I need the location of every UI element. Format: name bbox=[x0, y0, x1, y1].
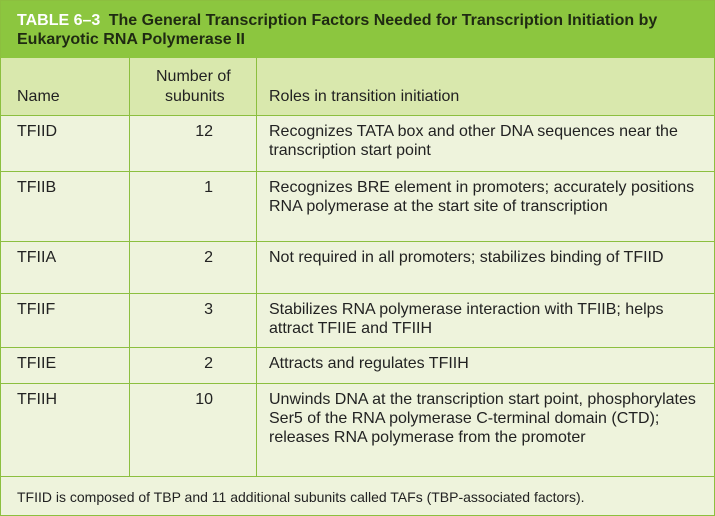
table-row-tfiib bbox=[1, 172, 714, 242]
header-subunits-line2: subunits bbox=[165, 88, 225, 105]
table-header-row bbox=[1, 58, 714, 116]
row-subunits: 10 bbox=[195, 391, 213, 408]
row-subunits: 12 bbox=[195, 123, 213, 140]
row-name: TFIID bbox=[17, 123, 57, 140]
table-title: The General Transcription Factors Needed for Transcription Initiation by Eukaryotic RNA Polymerase II bbox=[17, 12, 658, 48]
table-row-tfiie bbox=[1, 348, 714, 384]
table-title-bar bbox=[1, 1, 714, 58]
table-row-tfiid bbox=[1, 116, 714, 172]
table-row-tfiif bbox=[1, 294, 714, 348]
table-number: TABLE 6–3 bbox=[17, 12, 101, 29]
row-subunits: 2 bbox=[204, 355, 213, 372]
row-name: TFIIE bbox=[17, 355, 57, 372]
row-subunits: 1 bbox=[204, 179, 213, 196]
table-row-tfiih bbox=[1, 384, 714, 477]
column-divider bbox=[129, 58, 130, 477]
row-name: TFIIH bbox=[17, 391, 57, 408]
row-role: Attracts and regulates TFIIH bbox=[269, 355, 469, 372]
row-role: Recognizes TATA box and other DNA sequences near the transcription start point bbox=[269, 123, 678, 159]
row-role: Stabilizes RNA polymerase interaction with TFIIB; helps attract TFIIE and TFIIH bbox=[269, 301, 664, 337]
table-row-tfiia bbox=[1, 242, 714, 294]
row-subunits: 3 bbox=[204, 301, 213, 318]
column-divider bbox=[256, 58, 257, 477]
header-roles: Roles in transition initiation bbox=[269, 88, 460, 105]
header-subunits-line1: Number of bbox=[156, 68, 231, 85]
table-footnote: TFIID is composed of TBP and 11 additional subunits called TAFs (TBP-associated factors). bbox=[17, 489, 585, 505]
header-name: Name bbox=[17, 88, 60, 105]
row-name: TFIIF bbox=[17, 301, 56, 318]
row-subunits: 2 bbox=[204, 249, 213, 266]
row-name: TFIIB bbox=[17, 179, 57, 196]
row-role: Unwinds DNA at the transcription start point, phosphorylates Ser5 of the RNA polymerase C-terminal domain (CTD); releases RNA polymerase from the promoter bbox=[269, 391, 696, 446]
row-name: TFIIA bbox=[17, 249, 57, 266]
row-role: Recognizes BRE element in promoters; accurately positions RNA polymerase at the start site of transcription bbox=[269, 179, 695, 215]
row-role: Not required in all promoters; stabilizes binding of TFIID bbox=[269, 249, 664, 266]
